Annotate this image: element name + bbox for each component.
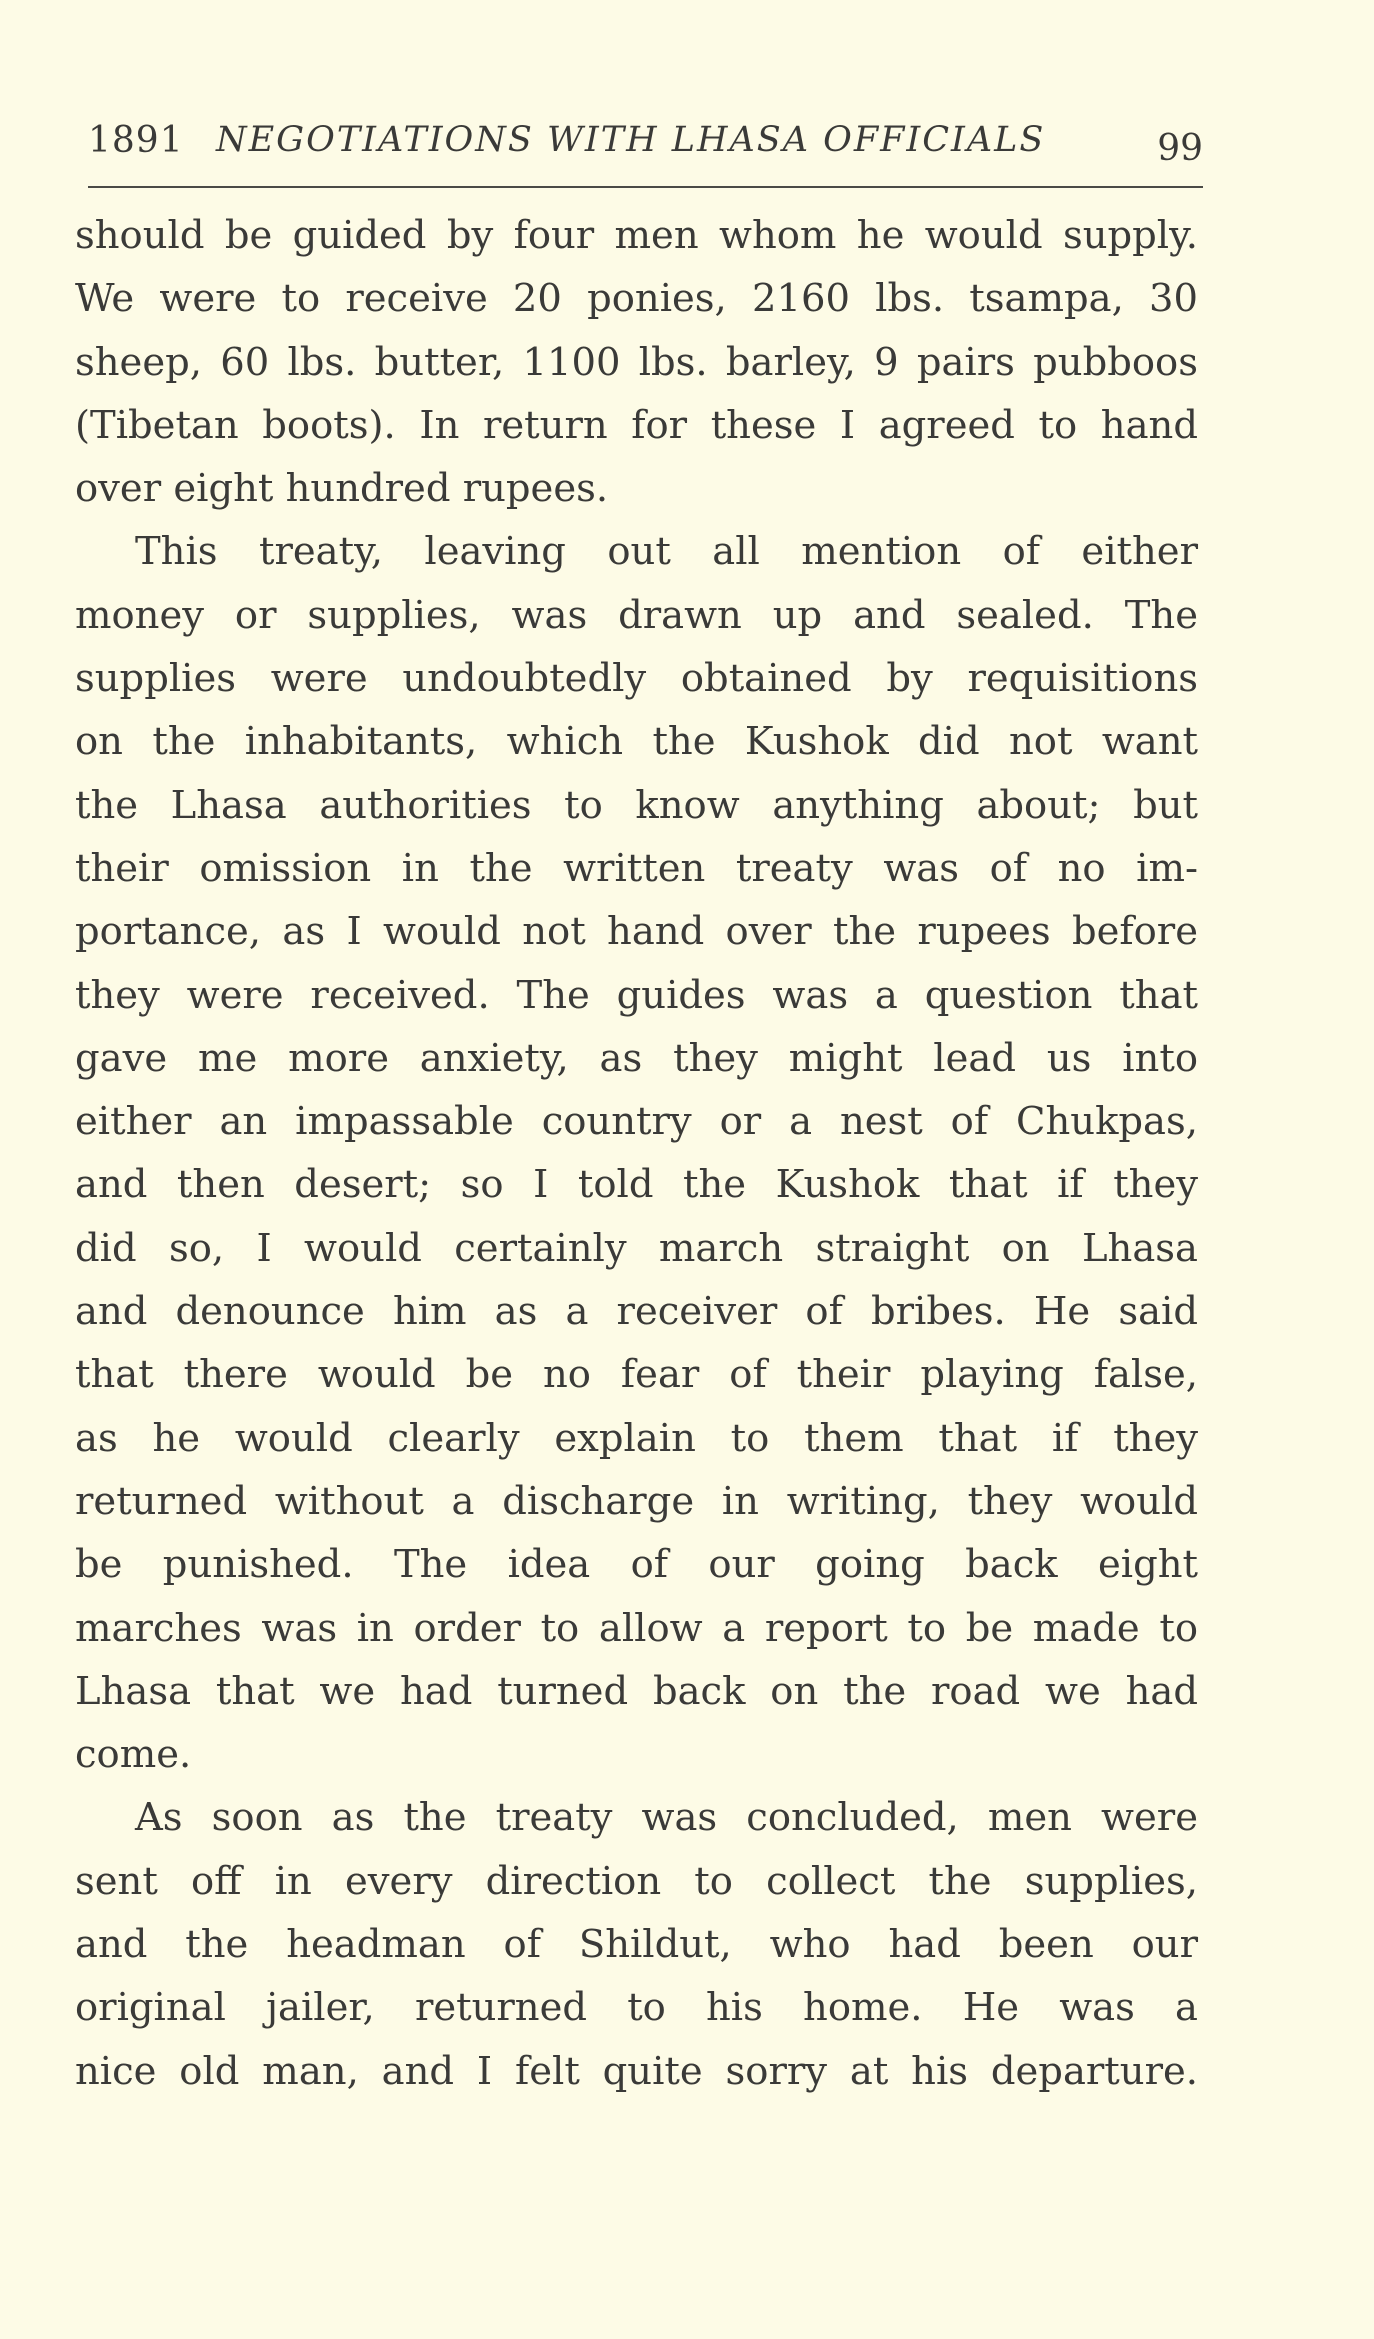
text-line: and the headman of Shildut, who had been our xyxy=(75,1922,1198,1968)
text-line: and then desert; so I told the Kushok that if they xyxy=(75,1162,1198,1208)
text-line: We were to receive 20 ponies, 2160 lbs. tsampa, 30 xyxy=(75,276,1198,322)
text-line: This treaty, leaving out all mention of either xyxy=(135,529,1198,575)
text-line: be punished. The idea of our going back eight xyxy=(75,1542,1198,1588)
text-line: (Tibetan boots). In return for these I agreed to hand xyxy=(75,402,1198,448)
page-number: 99 xyxy=(1157,128,1203,169)
text-line: nice old man, and I felt quite sorry at his departure. xyxy=(75,2048,1198,2094)
text-line: supplies were undoubtedly obtained by requisitions xyxy=(75,656,1198,702)
body-text xyxy=(75,204,1198,2103)
text-line: money or supplies, was drawn up and sealed. The xyxy=(75,592,1198,638)
text-line: and denounce him as a receiver of bribes. He said xyxy=(75,1289,1198,1335)
text-line: as he would clearly explain to them that if they xyxy=(75,1415,1198,1461)
text-line: on the inhabitants, which the Kushok did not want xyxy=(75,719,1198,765)
text-line: marches was in order to allow a report to be made to xyxy=(75,1605,1198,1651)
text-line: that there would be no fear of their playing false, xyxy=(75,1352,1198,1398)
text-line: portance, as I would not hand over the rupees before xyxy=(75,909,1198,955)
text-line: As soon as the treaty was concluded, men were xyxy=(135,1795,1198,1841)
text-line: sheep, 60 lbs. butter, 1100 lbs. barley, 9 pairs pubboos xyxy=(75,339,1198,385)
text-line: their omission in the written treaty was of no im- xyxy=(75,845,1198,891)
text-line: the Lhasa authorities to know anything about; but xyxy=(75,782,1198,828)
text-line: come. xyxy=(75,1732,192,1778)
text-line: over eight hundred rupees. xyxy=(75,466,609,512)
text-line: original jailer, returned to his home. He was a xyxy=(75,1985,1198,2031)
text-line: Lhasa that we had turned back on the road we had xyxy=(75,1668,1198,1714)
text-line: returned without a discharge in writing, they would xyxy=(75,1478,1198,1524)
text-line: did so, I would certainly march straight on Lhasa xyxy=(75,1225,1198,1271)
text-line: they were received. The guides was a question that xyxy=(75,972,1198,1018)
header-title: NEGOTIATIONS WITH LHASA OFFICIALS xyxy=(216,120,1046,160)
text-line: sent off in every direction to collect the supplies, xyxy=(75,1858,1198,1904)
text-line: gave me more anxiety, as they might lead us into xyxy=(75,1035,1198,1081)
running-head xyxy=(88,118,1203,178)
header-year: 1891 xyxy=(88,120,184,161)
text-line: either an impassable country or a nest of Chukpas, xyxy=(75,1099,1198,1145)
text-line: should be guided by four men whom he would supply. xyxy=(75,213,1198,258)
header-rule xyxy=(88,186,1203,188)
